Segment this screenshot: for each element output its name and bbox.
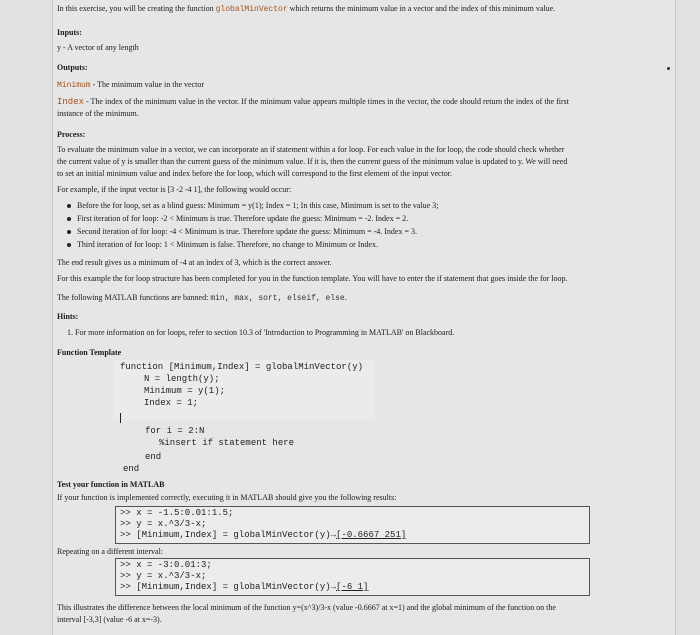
example-bullet (67, 226, 417, 237)
scroll-indicator (667, 67, 670, 70)
test-heading: Test your function in MATLAB (57, 480, 165, 489)
bullet-icon (67, 243, 71, 247)
code-line: >> y = x.^3/3-x; (120, 519, 207, 529)
intro-suffix: which returns the minimum value in a vector and the index of this minimum value. (287, 4, 556, 13)
example-bullet (67, 213, 408, 224)
bullet-text: Second iteration of for loop: -4 < Minimum is true. Therefore update the guess: Minimum = -4. Index = 3. (77, 227, 417, 236)
process-line-2: the current value of y is smaller than the current guess of the minimum value. If it is, then the current guess of the minimum value is updated to y. We will need (57, 157, 568, 166)
arrow-icon: → (330, 582, 337, 592)
code-line: >> y = x.^3/3-x; (120, 571, 207, 581)
template-line: end (145, 452, 162, 462)
banned-suffix: . (344, 293, 347, 302)
bullet-icon (67, 217, 71, 221)
template-end-line: end (123, 464, 140, 474)
output-index-name: Index (57, 97, 85, 107)
example-bullet (67, 239, 378, 250)
bullet-text: First iteration of for loop: -2 < Minimum is true. Therefore update the guess: Minimum = -2. Index = 2. (77, 214, 409, 223)
test-description: If your function is implemented correctly, executing it in MATLAB should give you the following results: (57, 493, 397, 502)
bullet-text: Third iteration of for loop: 1 < Minimum is false. Therefore, no change to Minimum or Index. (77, 240, 378, 249)
template-line: N = length(y); (144, 374, 220, 384)
code-line (120, 582, 368, 593)
output-minimum-name: Minimum (57, 81, 91, 90)
example-intro: For example, if the input vector is [3 -2 -4 1], the following would occur: (57, 185, 292, 194)
banned-functions (57, 292, 347, 304)
exercise-document (52, 0, 676, 635)
process-line-3: to set an initial minimum value and index before the for loop, which will correspond to the first element of the input vector. (57, 169, 453, 178)
outputs-heading: Outputs: (57, 63, 88, 72)
code-call: >> [Minimum,Index] = globalMinVector(y) (120, 530, 331, 540)
test-code-block-1[interactable] (115, 506, 590, 544)
process-line-1: To evaluate the minimum value in a vector, we can incorporate an if statement within a for loop. For each value in the for loop, the code should check whether (57, 145, 565, 154)
code-line: >> x = -1.5:0.01:1.5; (120, 508, 234, 518)
intro-text (57, 3, 555, 15)
bullet-text: Before the for loop, set as a blind guess: Minimum = y(1); Index = 1; In this case, Minimum is set to the value 3; (77, 201, 439, 210)
code-call: >> [Minimum,Index] = globalMinVector(y) (120, 582, 331, 592)
template-line: for i = 2:N (145, 426, 205, 436)
code-result: [-6 1] (336, 582, 369, 592)
example-bullet (67, 200, 438, 211)
code-line: >> x = -3:0.01:3; (120, 560, 212, 570)
arrow-icon: → (330, 530, 337, 540)
intro-prefix: In this exercise, you will be creating the function (57, 4, 216, 13)
template-heading: Function Template (57, 348, 122, 357)
banned-list: min, max, sort, elseif, else (210, 294, 345, 303)
inputs-heading: Inputs: (57, 28, 82, 37)
output-index (57, 96, 569, 108)
output-minimum (57, 79, 204, 91)
repeat-text: Repeating on a different interval: (57, 547, 164, 556)
process-heading: Process: (57, 130, 86, 139)
banned-prefix: The following MATLAB functions are banned: (57, 293, 211, 302)
bullet-icon (67, 230, 71, 234)
template-code-block[interactable] (113, 360, 375, 420)
template-line: Minimum = y(1); (144, 386, 226, 396)
conclusion-line-2: interval [-3,3] (value -6 at x=-3). (57, 615, 162, 624)
hints-item: 1. For more information on for loops, refer to section 10.3 of 'Introduction to Programming in MATLAB' on Blackboard. (67, 328, 455, 337)
output-index-desc-1: - The index of the minimum value in the vector. If the minimum value appears multiple times in the vector, the code should return the index of the first (84, 97, 569, 106)
output-minimum-desc: - The minimum value in the vector (90, 80, 204, 89)
bullet-icon (67, 204, 71, 208)
template-line: %insert if statement here (159, 438, 295, 448)
text-cursor (120, 413, 121, 423)
for-loop-note: For this example the for loop structure has been completed for you in the function template. You will have to enter the if statement that goes inside the for loop. (57, 274, 568, 283)
output-index-desc-2: instance of the minimum. (57, 109, 139, 118)
template-line: Index = 1; (144, 398, 199, 408)
example-end-result: The end result gives us a minimum of -4 at an index of 3, which is the correct answer. (57, 258, 332, 267)
conclusion-line-1: This illustrates the difference between the local minimum of the function y=(x^3)/3-x (value -0.6667 at x=1) and the global minimum of the function on the (57, 603, 556, 612)
inputs-item: y - A vector of any length (57, 43, 139, 52)
test-code-block-2[interactable] (115, 558, 590, 596)
hints-heading: Hints: (57, 312, 79, 321)
code-result: [-0.6667 251] (336, 530, 407, 540)
code-line (120, 530, 406, 541)
template-line: function [Minimum,Index] = globalMinVector(y) (120, 362, 364, 372)
function-name: globalMinVector (215, 5, 288, 14)
